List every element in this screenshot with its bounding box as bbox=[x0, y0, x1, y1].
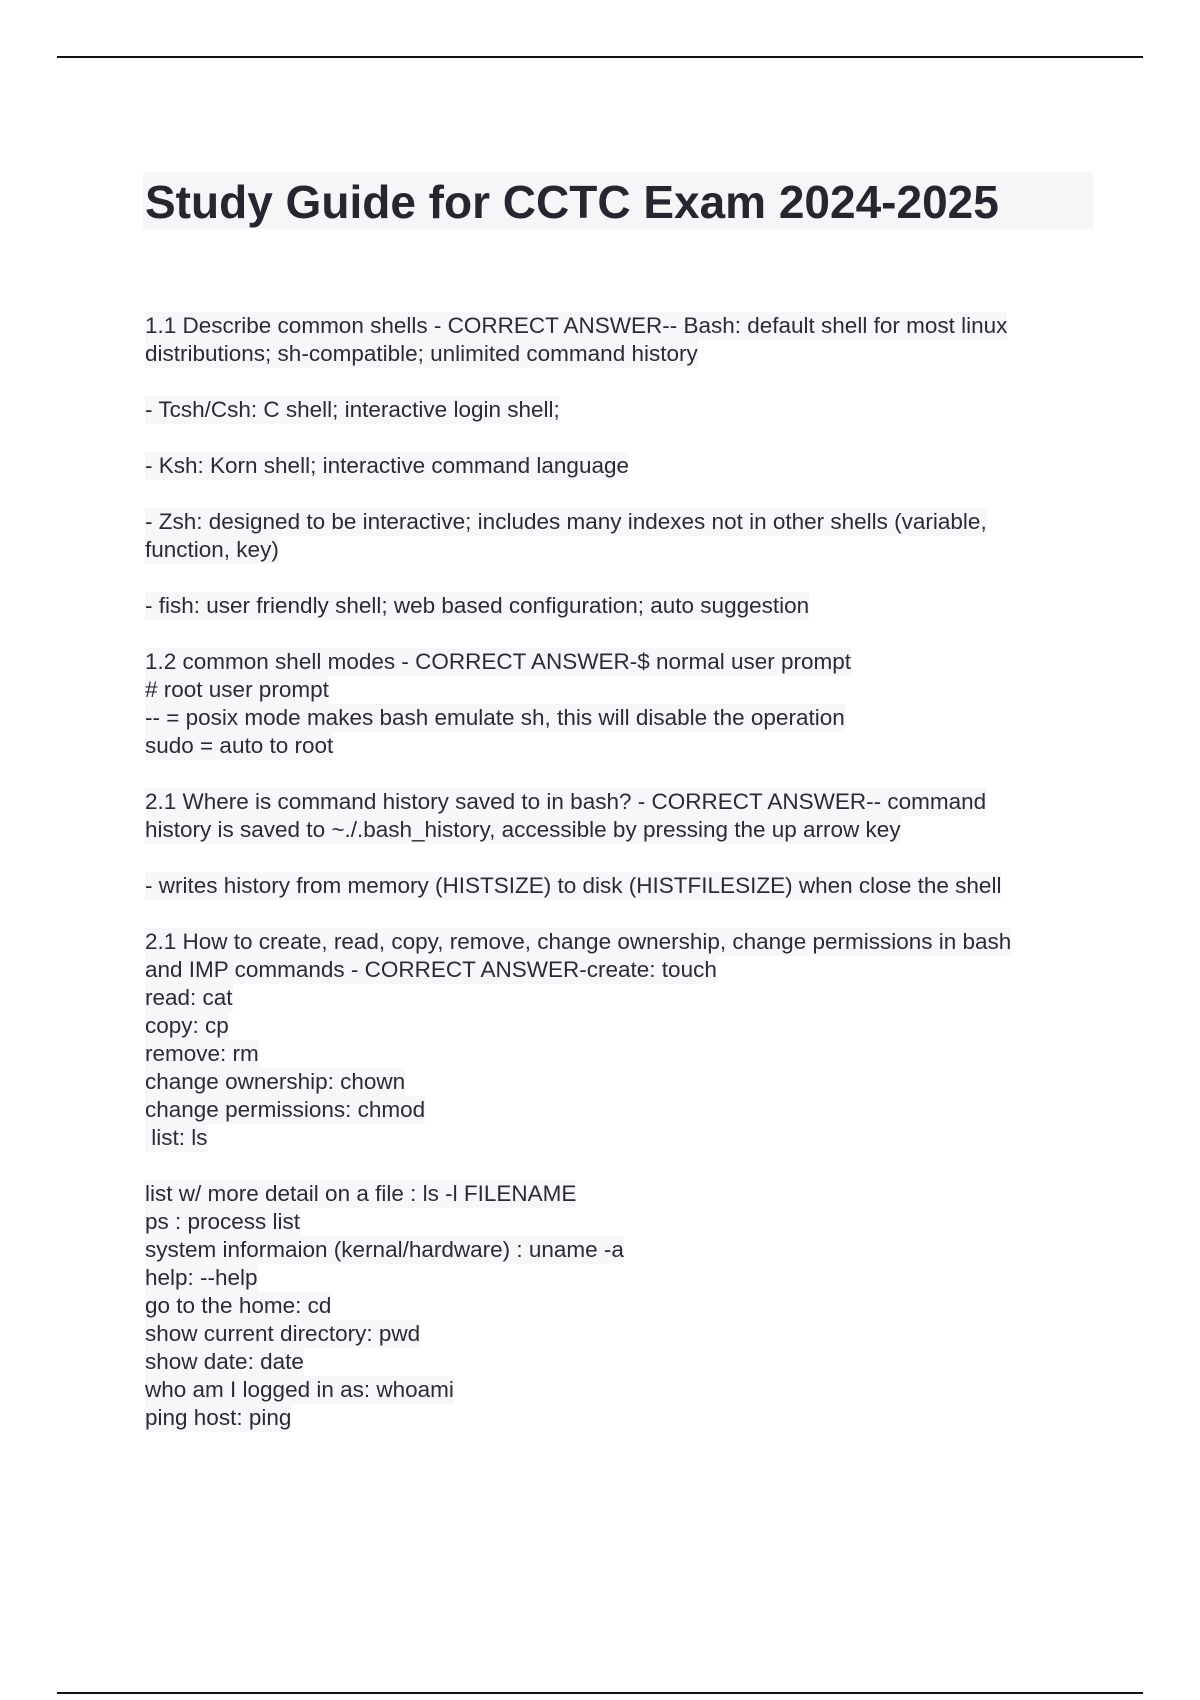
text-line: show date: date bbox=[145, 1349, 304, 1374]
text-line: # root user prompt bbox=[145, 677, 329, 702]
text-line: 1.2 common shell modes - CORRECT ANSWER-$ normal user prompt bbox=[145, 649, 852, 674]
text-line: list: ls bbox=[145, 1125, 208, 1150]
text-line: list w/ more detail on a file : ls -l FILENAME bbox=[145, 1181, 577, 1206]
text-line: help: --help bbox=[145, 1265, 258, 1290]
paragraph-shells-bash bbox=[145, 312, 1100, 368]
text-line: go to the home: cd bbox=[145, 1293, 332, 1318]
text-line: copy: cp bbox=[145, 1013, 229, 1038]
paragraph-shells-zsh bbox=[145, 508, 1100, 564]
paragraph-file-commands bbox=[145, 928, 1100, 1152]
document-body bbox=[145, 312, 1100, 1460]
text-line: function, key) bbox=[145, 537, 279, 562]
text-line: distributions; sh-compatible; unlimited command history bbox=[145, 341, 698, 366]
paragraph-shell-modes bbox=[145, 648, 1100, 760]
paragraph-history-write bbox=[145, 872, 1100, 900]
text-line: 2.1 Where is command history saved to in bash? - CORRECT ANSWER-- command bbox=[145, 789, 987, 814]
text-line: system informaion (kernal/hardware) : uname -a bbox=[145, 1237, 624, 1262]
text-line: 1.1 Describe common shells - CORRECT ANSWER-- Bash: default shell for most linux bbox=[145, 313, 1008, 338]
text-line: read: cat bbox=[145, 985, 233, 1010]
text-line: ps : process list bbox=[145, 1209, 301, 1234]
text-line: sudo = auto to root bbox=[145, 733, 334, 758]
text-line: show current directory: pwd bbox=[145, 1321, 421, 1346]
text-line: - Ksh: Korn shell; interactive command language bbox=[145, 453, 630, 478]
paragraph-misc-commands bbox=[145, 1180, 1100, 1432]
text-line: and IMP commands - CORRECT ANSWER-create: touch bbox=[145, 957, 717, 982]
text-line: -- = posix mode makes bash emulate sh, this will disable the operation bbox=[145, 705, 845, 730]
text-line: ping host: ping bbox=[145, 1405, 292, 1430]
text-line: change ownership: chown bbox=[145, 1069, 406, 1094]
paragraph-shells-fish bbox=[145, 592, 1100, 620]
text-line: - Tcsh/Csh: C shell; interactive login shell; bbox=[145, 397, 560, 422]
text-line: who am I logged in as: whoami bbox=[145, 1377, 454, 1402]
document-title: Study Guide for CCTC Exam 2024-2025 bbox=[145, 176, 999, 228]
text-line: - writes history from memory (HISTSIZE) to disk (HISTFILESIZE) when close the shell bbox=[145, 873, 1002, 898]
text-line: change permissions: chmod bbox=[145, 1097, 426, 1122]
text-line: history is saved to ~./.bash_history, accessible by pressing the up arrow key bbox=[145, 817, 901, 842]
top-rule bbox=[57, 56, 1143, 58]
paragraph-shells-tcsh bbox=[145, 396, 1100, 424]
paragraph-command-history bbox=[145, 788, 1100, 844]
text-line: - fish: user friendly shell; web based configuration; auto suggestion bbox=[145, 593, 810, 618]
text-line: - Zsh: designed to be interactive; includes many indexes not in other shells (variable, bbox=[145, 509, 987, 534]
bottom-rule bbox=[57, 1692, 1143, 1694]
text-line: remove: rm bbox=[145, 1041, 259, 1066]
paragraph-shells-ksh bbox=[145, 452, 1100, 480]
text-line: 2.1 How to create, read, copy, remove, change ownership, change permissions in bash bbox=[145, 929, 1012, 954]
